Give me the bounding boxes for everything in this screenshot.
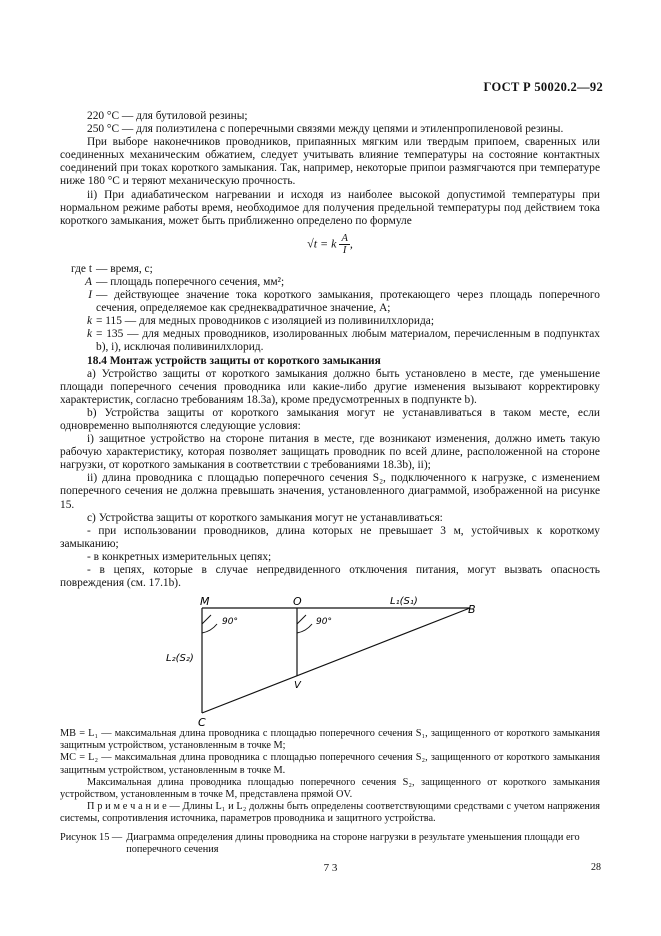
section-title: 18.4 Монтаж устройств защиты от короткого замыкания bbox=[87, 354, 381, 367]
paragraph: ii) При адиабатическом нагревании и исходя из наиболее высокой допустимой температуры при нормальном режиме работы время, необходимое для получения предельной температуры под действием тока короткого замыкания, может быть приближенно определено по формуле bbox=[60, 188, 600, 227]
definition-item bbox=[60, 263, 600, 276]
figure-title: Диаграмма определения длины проводника на стороне нагрузки в результате уменьшения площади его поперечного сечения bbox=[126, 832, 580, 856]
definitions-list bbox=[60, 263, 600, 355]
caption-mb: MB = L₁ — максимальная длина проводника с площадью поперечного сечения S₁, защищенного от короткого замыкания защитным устройством, установленным в точке M; bbox=[60, 728, 600, 752]
label-L2: L₂(S₂) bbox=[166, 653, 194, 664]
figure-label: Рисунок 15 — bbox=[60, 832, 123, 843]
caption-mc: MC = L₂ — максимальная длина проводника с площадью поперечного сечения S₂, защищенного от короткого замыкания защитным устройством, установленным в точке M. bbox=[60, 752, 600, 776]
angle-arc-M bbox=[202, 624, 217, 633]
conductor-length-diagram bbox=[160, 593, 500, 728]
definition-text: = 115 — для медных проводников с изоляцией из поливинилхлорида; bbox=[96, 315, 434, 328]
definition-symbol: I bbox=[88, 289, 92, 302]
caption-max: Максимальная длина проводника площадью поперечного сечения S₂, защищенного от короткого замыкания устройством, установленным в точке M, представлена прямой OV. bbox=[60, 776, 600, 801]
paragraph: а) Устройство защиты от короткого замыкания должно быть установлено в месте, где уменьшение площади поперечного сечения проводника или какие-либо другие изменения вызывают корректировку характеристик, согласно требованиям 18.3а), кроме предусмотренных в подпункте b). bbox=[60, 367, 600, 406]
paragraph: - при использовании проводников, длина которых не превышает 3 м, устойчивых к короткому замыканию; bbox=[60, 524, 600, 550]
definition-symbol: где t bbox=[71, 262, 92, 275]
caption-note: П р и м е ч а н и е — Длины L₁ и L₂ должны быть определены соответствующими средствами с учетом напряжения системы, сопротивления источника, параметров проводника и защитного устройства. bbox=[60, 801, 600, 825]
label-O: O bbox=[293, 595, 302, 608]
angle-arrow-O bbox=[297, 615, 306, 624]
definition-text: — время, с; bbox=[96, 262, 153, 275]
main-text bbox=[60, 110, 600, 590]
label-L1: L₁(S₁) bbox=[390, 596, 418, 607]
paragraph: i) защитное устройство на стороне питания в месте, где возникают изменения, должно иметь такую рабочую характеристику, которая позволяет защищать проводник по всей длине, расположенной на стороне нагрузки, от короткого замыкания в соответствии с требованиями 18.3b), ii); bbox=[60, 433, 600, 472]
paragraph: - в конкретных измерительных цепях; bbox=[87, 550, 272, 563]
label-M: M bbox=[200, 595, 210, 608]
definition-text: = 135 — для медных проводников, изолированных любым материалом, перечисленным в подпунктах b), i), исключая поливинилхлорид. bbox=[96, 328, 600, 354]
figure-caption bbox=[60, 832, 600, 856]
definition-item bbox=[60, 289, 600, 315]
definition-text: — площадь поперечного сечения, мм²; bbox=[96, 275, 285, 288]
definition-symbol: A bbox=[85, 275, 92, 288]
paragraph: 220 °С — для бутиловой резины; bbox=[87, 110, 248, 122]
paragraph: с) Устройства защиты от короткого замыкания могут не устанавливаться: bbox=[87, 511, 443, 524]
paragraph: b) Устройства защиты от короткого замыкания могут не устанавливаться в таком месте, если одновременно выполняются следующие условия: bbox=[60, 406, 600, 432]
formula-tail: , bbox=[349, 236, 353, 251]
formula-fraction bbox=[339, 233, 349, 256]
formula-denominator: I bbox=[342, 244, 347, 256]
line-CB bbox=[202, 608, 470, 713]
definition-item bbox=[60, 328, 600, 354]
definition-symbol: k bbox=[86, 315, 92, 328]
formula bbox=[60, 233, 600, 256]
angle-label-M: 90° bbox=[222, 617, 238, 627]
label-C: C bbox=[198, 716, 206, 728]
definition-symbol: k bbox=[86, 328, 92, 341]
paragraph: При выборе наконечников проводников, припаянных мягким или твердым припоем, сваренных или соединенных механическим обжатием, следует учитывать влияние температуры на состояние контактных соединений при токах короткого замыкания. Так, например, некоторые припои размягчаются при температуре ниже 180 °С и теряют механическую прочность. bbox=[60, 136, 600, 188]
angle-arc-O bbox=[297, 624, 312, 633]
angle-arrow-M bbox=[202, 615, 211, 624]
formula-lhs: √t = k bbox=[307, 236, 337, 251]
page-number-center: 7 3 bbox=[323, 862, 338, 874]
formula-numerator: A bbox=[341, 232, 348, 244]
standard-header: ГОСТ Р 50020.2—92 bbox=[483, 80, 603, 94]
label-B: B bbox=[468, 603, 476, 616]
paragraph: ii) длина проводника с площадью поперечного сечения S₂, подключенного к нагрузке, с изменением поперечного сечения не должна превышать значения, установленного диаграммой, изображенной на рисунке 15. bbox=[60, 472, 600, 511]
figure-explanations bbox=[60, 728, 600, 826]
page-number-right: 28 bbox=[591, 862, 601, 873]
angle-label-O: 90° bbox=[316, 617, 332, 627]
definition-item bbox=[60, 276, 600, 289]
label-V: V bbox=[294, 680, 301, 691]
definition-item bbox=[60, 315, 600, 328]
paragraph: - в цепях, которые в случае непредвиденного отключения питания, могут вызвать опасность повреждения (см. 17.1b). bbox=[60, 564, 600, 590]
paragraph: 250 °С — для полиэтилена с поперечными связями между цепями и этиленпропиленовой резины. bbox=[87, 123, 564, 136]
definition-text: — действующее значение тока короткого замыкания, протекающего через площадь поперечного сечения, определяемое как среднеквадратичное значение, А; bbox=[96, 289, 600, 315]
